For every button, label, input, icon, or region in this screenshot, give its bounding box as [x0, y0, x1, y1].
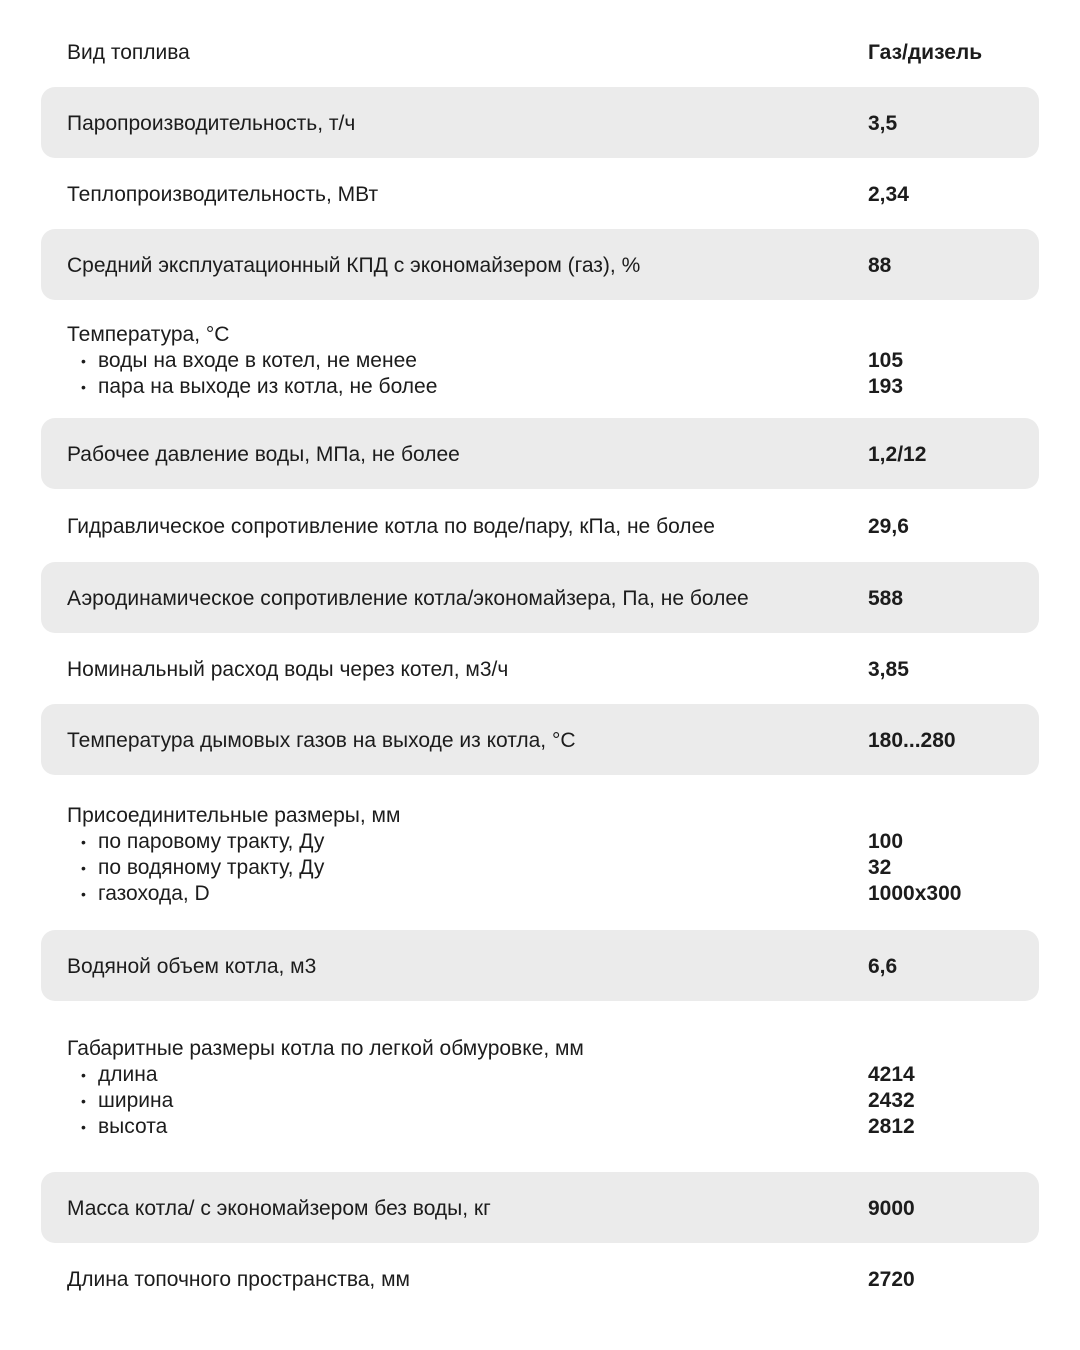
sub-value: 100 [868, 830, 904, 853]
table-row-group [41, 300, 1039, 418]
sub-value: 193 [868, 375, 904, 398]
sub-value: 1000х300 [868, 882, 962, 905]
row-label: Средний эксплуатационный КПД с экономайзером (газ), % [67, 254, 641, 277]
bullet-icon: • [81, 834, 86, 850]
group-title: Температура, °C [67, 323, 230, 346]
row-value: 1,2/12 [868, 443, 927, 466]
table-row-group [41, 775, 1039, 930]
bullet-icon: • [81, 353, 86, 369]
sub-label: по водяному тракту, Ду [98, 856, 325, 879]
sub-label: воды на входе в котел, не менее [98, 349, 417, 372]
sub-value: 4214 [868, 1063, 915, 1086]
row-value [868, 1062, 915, 1140]
table-row [41, 418, 1039, 489]
table-row [41, 87, 1039, 158]
row-label: Температура дымовых газов на выходе из котла, °C [67, 729, 576, 752]
row-value: 29,6 [868, 515, 909, 538]
row-value: 3,5 [868, 112, 898, 135]
row-label: Номинальный расход воды через котел, м3/ч [67, 658, 509, 681]
row-label [67, 1036, 584, 1140]
row-label: Длина топочного пространства, мм [67, 1268, 410, 1291]
sub-label: ширина [98, 1089, 174, 1112]
group-title: Присоединительные размеры, мм [67, 804, 401, 827]
sub-item [67, 829, 400, 855]
table-row-group [41, 1001, 1039, 1172]
sub-value: 105 [868, 349, 904, 372]
bullet-icon: • [81, 860, 86, 876]
table-header-row [41, 16, 1039, 88]
row-value: 2720 [868, 1268, 915, 1291]
sub-item [67, 1062, 584, 1088]
sub-value: 32 [868, 856, 892, 879]
sub-label: высота [98, 1115, 168, 1138]
bullet-icon: • [81, 1119, 86, 1135]
bullet-icon: • [81, 1067, 86, 1083]
sub-item [67, 1088, 584, 1114]
table-row [41, 1172, 1039, 1243]
sub-value: 2812 [868, 1115, 915, 1138]
sub-label: длина [98, 1063, 158, 1086]
table-row [41, 562, 1039, 633]
row-value: 2,34 [868, 183, 909, 206]
table-row [41, 229, 1039, 300]
group-title: Габаритные размеры котла по легкой обмуровке, мм [67, 1037, 584, 1060]
bullet-icon: • [81, 886, 86, 902]
table-row [41, 489, 1039, 562]
row-label [67, 322, 437, 400]
table-row [41, 1243, 1039, 1314]
table-row [41, 704, 1039, 775]
row-label: Гидравлическое сопротивление котла по воде/пару, кПа, не более [67, 515, 715, 538]
sub-item [67, 348, 437, 374]
row-label: Водяной объем котла, м3 [67, 955, 317, 978]
sub-item [67, 1114, 584, 1140]
row-value: 180...280 [868, 729, 956, 752]
bullet-icon: • [81, 379, 86, 395]
sub-item [67, 855, 400, 881]
row-value [868, 348, 903, 400]
row-value: 3,85 [868, 658, 909, 681]
sub-label: газохода, D [98, 882, 210, 905]
row-label: Аэродинамическое сопротивление котла/экономайзера, Па, не более [67, 587, 749, 610]
sub-label: по паровому тракту, Ду [98, 830, 325, 853]
row-value: 88 [868, 254, 892, 277]
row-label: Теплопроизводительность, МВт [67, 183, 379, 206]
row-label [67, 803, 400, 907]
sub-label: пара на выходе из котла, не более [98, 375, 438, 398]
header-value: Газ/дизель [868, 41, 983, 64]
sub-item [67, 881, 400, 907]
sub-value: 2432 [868, 1089, 915, 1112]
sub-item [67, 374, 437, 400]
bullet-icon: • [81, 1093, 86, 1109]
table-row [41, 633, 1039, 704]
row-label: Масса котла/ с экономайзером без воды, кг [67, 1197, 491, 1220]
table-row [41, 930, 1039, 1001]
row-value: 588 [868, 587, 904, 610]
row-value: 6,6 [868, 955, 898, 978]
row-value [868, 829, 961, 907]
row-value: 9000 [868, 1197, 915, 1220]
row-label: Рабочее давление воды, МПа, не более [67, 443, 460, 466]
row-label: Паропроизводительность, т/ч [67, 112, 356, 135]
header-label: Вид топлива [67, 41, 190, 64]
table-row [41, 158, 1039, 229]
